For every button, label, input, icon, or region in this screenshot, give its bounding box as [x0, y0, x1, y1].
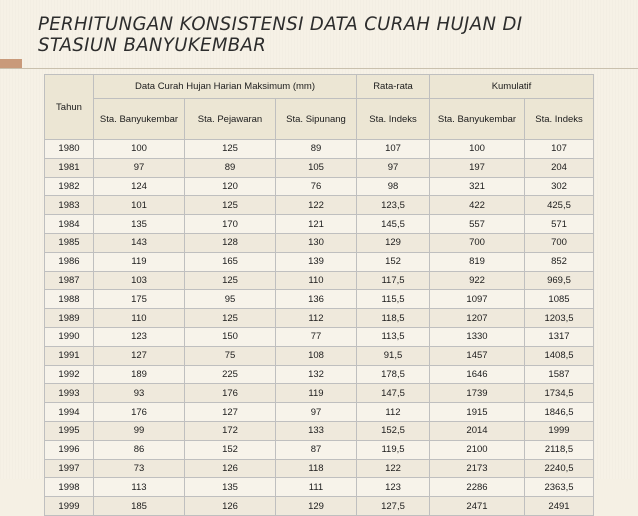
cell-year: 1987 — [45, 271, 94, 290]
table-cell: 118 — [276, 459, 357, 478]
table-row — [45, 140, 594, 159]
table-cell: 121 — [276, 215, 357, 234]
table-cell: 1734,5 — [525, 384, 594, 403]
cell-year: 1986 — [45, 252, 94, 271]
table-cell: 700 — [430, 233, 525, 252]
table-cell: 2014 — [430, 421, 525, 440]
table-cell: 175 — [94, 290, 185, 309]
table-cell: 73 — [94, 459, 185, 478]
table-cell: 135 — [185, 478, 276, 497]
table-cell: 197 — [430, 158, 525, 177]
table-cell: 95 — [185, 290, 276, 309]
table-cell: 117,5 — [357, 271, 430, 290]
table-cell: 110 — [94, 309, 185, 328]
header-col: Sta. Pejawaran — [185, 99, 276, 140]
table-row — [45, 196, 594, 215]
table-cell: 1408,5 — [525, 346, 594, 365]
cell-year: 1988 — [45, 290, 94, 309]
table-row — [45, 421, 594, 440]
table-row — [45, 403, 594, 422]
table-cell: 2363,5 — [525, 478, 594, 497]
table-cell: 127,5 — [357, 497, 430, 516]
table-cell: 126 — [185, 497, 276, 516]
header-col: Sta. Banyukembar — [430, 99, 525, 140]
table-cell: 108 — [276, 346, 357, 365]
table-cell: 107 — [525, 140, 594, 159]
table-cell: 852 — [525, 252, 594, 271]
table-cell: 133 — [276, 421, 357, 440]
table-cell: 1587 — [525, 365, 594, 384]
table-row — [45, 252, 594, 271]
table-cell: 124 — [94, 177, 185, 196]
table-cell: 2118,5 — [525, 440, 594, 459]
cell-year: 1984 — [45, 215, 94, 234]
table-cell: 123 — [357, 478, 430, 497]
header-col: Sta. Indeks — [357, 99, 430, 140]
header-group-rainfall: Data Curah Hujan Harian Maksimum (mm) — [94, 75, 357, 99]
cell-year: 1994 — [45, 403, 94, 422]
table-cell: 120 — [185, 177, 276, 196]
table-cell: 321 — [430, 177, 525, 196]
cell-year: 1999 — [45, 497, 94, 516]
table-cell: 425,5 — [525, 196, 594, 215]
table-row — [45, 290, 594, 309]
header-year: Tahun — [45, 75, 94, 140]
table-cell: 189 — [94, 365, 185, 384]
table-cell: 101 — [94, 196, 185, 215]
table-cell: 97 — [94, 158, 185, 177]
table-cell: 225 — [185, 365, 276, 384]
table-cell: 100 — [94, 140, 185, 159]
cell-year: 1993 — [45, 384, 94, 403]
cell-year: 1989 — [45, 309, 94, 328]
table-cell: 178,5 — [357, 365, 430, 384]
table-cell: 1203,5 — [525, 309, 594, 328]
table-cell: 165 — [185, 252, 276, 271]
table-cell: 122 — [276, 196, 357, 215]
table-cell: 185 — [94, 497, 185, 516]
table-cell: 1097 — [430, 290, 525, 309]
table-row — [45, 215, 594, 234]
table-cell: 89 — [185, 158, 276, 177]
table-row — [45, 497, 594, 516]
header-col: Sta. Sipunang — [276, 99, 357, 140]
table-cell: 125 — [185, 309, 276, 328]
table-cell: 98 — [357, 177, 430, 196]
table-cell: 172 — [185, 421, 276, 440]
table-cell: 422 — [430, 196, 525, 215]
table-cell: 125 — [185, 271, 276, 290]
table-cell: 125 — [185, 140, 276, 159]
table-cell: 2491 — [525, 497, 594, 516]
table-cell: 76 — [276, 177, 357, 196]
table-cell: 136 — [276, 290, 357, 309]
table-cell: 2471 — [430, 497, 525, 516]
table-cell: 77 — [276, 327, 357, 346]
table-cell: 86 — [94, 440, 185, 459]
table-row — [45, 177, 594, 196]
table-cell: 123 — [94, 327, 185, 346]
table-cell: 119 — [276, 384, 357, 403]
table-cell: 111 — [276, 478, 357, 497]
cell-year: 1995 — [45, 421, 94, 440]
table-cell: 99 — [94, 421, 185, 440]
table-cell: 119,5 — [357, 440, 430, 459]
table-cell: 105 — [276, 158, 357, 177]
table-cell: 2100 — [430, 440, 525, 459]
table-cell: 97 — [357, 158, 430, 177]
table-cell: 115,5 — [357, 290, 430, 309]
slide-title: PERHITUNGAN KONSISTENSI DATA CURAH HUJAN DI STASIUN BANYUKEMBAR — [38, 13, 523, 56]
cell-year: 1997 — [45, 459, 94, 478]
table-cell: 126 — [185, 459, 276, 478]
table-row — [45, 478, 594, 497]
table-cell: 170 — [185, 215, 276, 234]
table-cell: 139 — [276, 252, 357, 271]
table-cell: 1317 — [525, 327, 594, 346]
header-row-top — [45, 75, 594, 99]
table-cell: 204 — [525, 158, 594, 177]
cell-year: 1996 — [45, 440, 94, 459]
table-cell: 557 — [430, 215, 525, 234]
table-cell: 700 — [525, 233, 594, 252]
table-cell: 152 — [357, 252, 430, 271]
table-cell: 1085 — [525, 290, 594, 309]
table-cell: 125 — [185, 196, 276, 215]
table-cell: 2173 — [430, 459, 525, 478]
table-cell: 107 — [357, 140, 430, 159]
table-cell: 152,5 — [357, 421, 430, 440]
cell-year: 1991 — [45, 346, 94, 365]
table-cell: 112 — [357, 403, 430, 422]
table-cell: 113 — [94, 478, 185, 497]
table-cell: 2286 — [430, 478, 525, 497]
table-cell: 1457 — [430, 346, 525, 365]
table-cell: 819 — [430, 252, 525, 271]
table-cell: 176 — [185, 384, 276, 403]
rainfall-table — [44, 74, 594, 516]
table-cell: 1915 — [430, 403, 525, 422]
table-row — [45, 384, 594, 403]
header-cumulative: Kumulatif — [430, 75, 594, 99]
table-cell: 89 — [276, 140, 357, 159]
table-cell: 93 — [94, 384, 185, 403]
table-row — [45, 440, 594, 459]
title-divider — [0, 68, 638, 69]
table-cell: 87 — [276, 440, 357, 459]
cell-year: 1992 — [45, 365, 94, 384]
table-cell: 176 — [94, 403, 185, 422]
table-cell: 103 — [94, 271, 185, 290]
table-row — [45, 459, 594, 478]
cell-year: 1985 — [45, 233, 94, 252]
table-cell: 100 — [430, 140, 525, 159]
table-body — [45, 140, 594, 516]
table-cell: 119 — [94, 252, 185, 271]
table-row — [45, 309, 594, 328]
table-row — [45, 327, 594, 346]
table-cell: 110 — [276, 271, 357, 290]
table-row — [45, 365, 594, 384]
table-cell: 571 — [525, 215, 594, 234]
cell-year: 1998 — [45, 478, 94, 497]
table-cell: 1846,5 — [525, 403, 594, 422]
table-cell: 147,5 — [357, 384, 430, 403]
table-cell: 123,5 — [357, 196, 430, 215]
header-row-columns — [45, 99, 594, 140]
table-cell: 1999 — [525, 421, 594, 440]
table-cell: 922 — [430, 271, 525, 290]
table-cell: 1646 — [430, 365, 525, 384]
table-cell: 132 — [276, 365, 357, 384]
table-cell: 1207 — [430, 309, 525, 328]
table-row — [45, 233, 594, 252]
header-col: Sta. Indeks — [525, 99, 594, 140]
table-cell: 91,5 — [357, 346, 430, 365]
table-cell: 143 — [94, 233, 185, 252]
table-cell: 1330 — [430, 327, 525, 346]
table-cell: 118,5 — [357, 309, 430, 328]
table-row — [45, 346, 594, 365]
table-cell: 75 — [185, 346, 276, 365]
header-average: Rata-rata — [357, 75, 430, 99]
cell-year: 1990 — [45, 327, 94, 346]
cell-year: 1983 — [45, 196, 94, 215]
table-cell: 1739 — [430, 384, 525, 403]
cell-year: 1982 — [45, 177, 94, 196]
table-cell: 302 — [525, 177, 594, 196]
table-cell: 152 — [185, 440, 276, 459]
table-cell: 150 — [185, 327, 276, 346]
header-col: Sta. Banyukembar — [94, 99, 185, 140]
table-cell: 129 — [276, 497, 357, 516]
table-row — [45, 271, 594, 290]
table-cell: 122 — [357, 459, 430, 478]
table-row — [45, 158, 594, 177]
table-cell: 969,5 — [525, 271, 594, 290]
table-cell: 113,5 — [357, 327, 430, 346]
table-cell: 135 — [94, 215, 185, 234]
table-cell: 127 — [94, 346, 185, 365]
table-cell: 145,5 — [357, 215, 430, 234]
table-cell: 112 — [276, 309, 357, 328]
table-cell: 2240,5 — [525, 459, 594, 478]
cell-year: 1981 — [45, 158, 94, 177]
table-cell: 97 — [276, 403, 357, 422]
table-cell: 130 — [276, 233, 357, 252]
cell-year: 1980 — [45, 140, 94, 159]
table-cell: 127 — [185, 403, 276, 422]
table-cell: 129 — [357, 233, 430, 252]
table-cell: 128 — [185, 233, 276, 252]
